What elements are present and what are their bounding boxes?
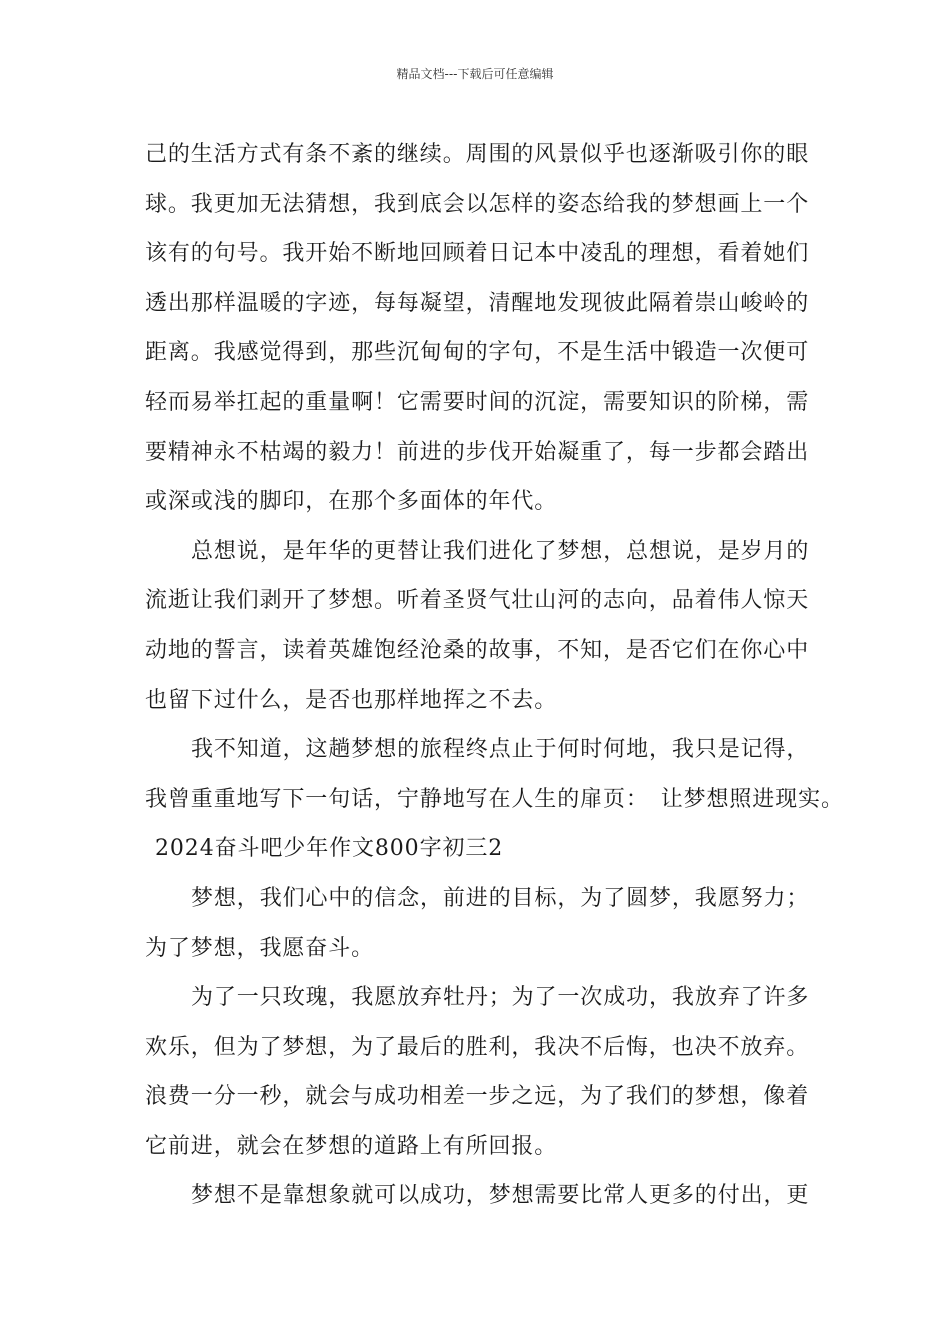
text-line: 浪费一分一秒，就会与成功相差一步之远，为了我们的梦想，像着 — [145, 1084, 810, 1110]
text-line: 我曾重重地写下一句话，宁静地写在人生的扉页： 让梦想照进现实。 — [145, 786, 844, 812]
text-line: 为了一只玫瑰，我愿放弃牡丹；为了一次成功，我放弃了许多 — [191, 985, 810, 1011]
text-line: 动地的誓言，读着英雄饱经沧桑的故事，不知，是否它们在你心中 — [145, 637, 810, 663]
text-line: 或深或浅的脚印，在那个多面体的年代。 — [145, 489, 558, 515]
text-line: 我不知道，这趟梦想的旅程终点止于何时何地，我只是记得， — [191, 737, 810, 763]
text-line: 总想说，是年华的更替让我们进化了梦想，总想说，是岁月的 — [191, 538, 810, 564]
text-line: 梦想，我们心中的信念，前进的目标，为了圆梦，我愿努力； — [191, 885, 810, 911]
document-body — [145, 130, 844, 1221]
section-heading: 2024奋斗吧少年作文800字初三2 — [155, 836, 504, 862]
text-line: 轻而易举扛起的重量啊！它需要时间的沉淀，需要知识的阶梯，需 — [145, 389, 810, 415]
text-line: 透出那样温暖的字迹，每每凝望，清醒地发现彼此隔着崇山峻岭的 — [145, 290, 810, 316]
text-line: 要精神永不枯竭的毅力！前进的步伐开始凝重了，每一步都会踏出 — [145, 439, 810, 465]
text-line: 它前进，就会在梦想的道路上有所回报。 — [145, 1133, 558, 1159]
text-line: 流逝让我们剥开了梦想。听着圣贤气壮山河的志向，品着伟人惊天 — [145, 588, 810, 614]
text-line: 梦想不是靠想象就可以成功，梦想需要比常人更多的付出，更 — [191, 1183, 810, 1209]
text-line: 该有的句号。我开始不断地回顾着日记本中凌乱的理想，看着她们 — [145, 241, 810, 267]
text-line: 为了梦想，我愿奋斗。 — [145, 935, 375, 961]
text-line: 距离。我感觉得到，那些沉甸甸的字句，不是生活中锻造一次便可 — [145, 340, 810, 366]
text-line: 己的生活方式有条不紊的继续。周围的风景似乎也逐渐吸引你的眼 — [145, 142, 810, 167]
text-line: 欢乐，但为了梦想，为了最后的胜利，我决不后悔，也决不放弃。 — [145, 1034, 810, 1060]
page-header: 精品文档---下载后可任意编辑 — [396, 67, 554, 81]
text-line: 球。我更加无法猜想，我到底会以怎样的姿态给我的梦想画上一个 — [145, 191, 810, 217]
text-line: 也留下过什么，是否也那样地挥之不去。 — [145, 687, 558, 713]
